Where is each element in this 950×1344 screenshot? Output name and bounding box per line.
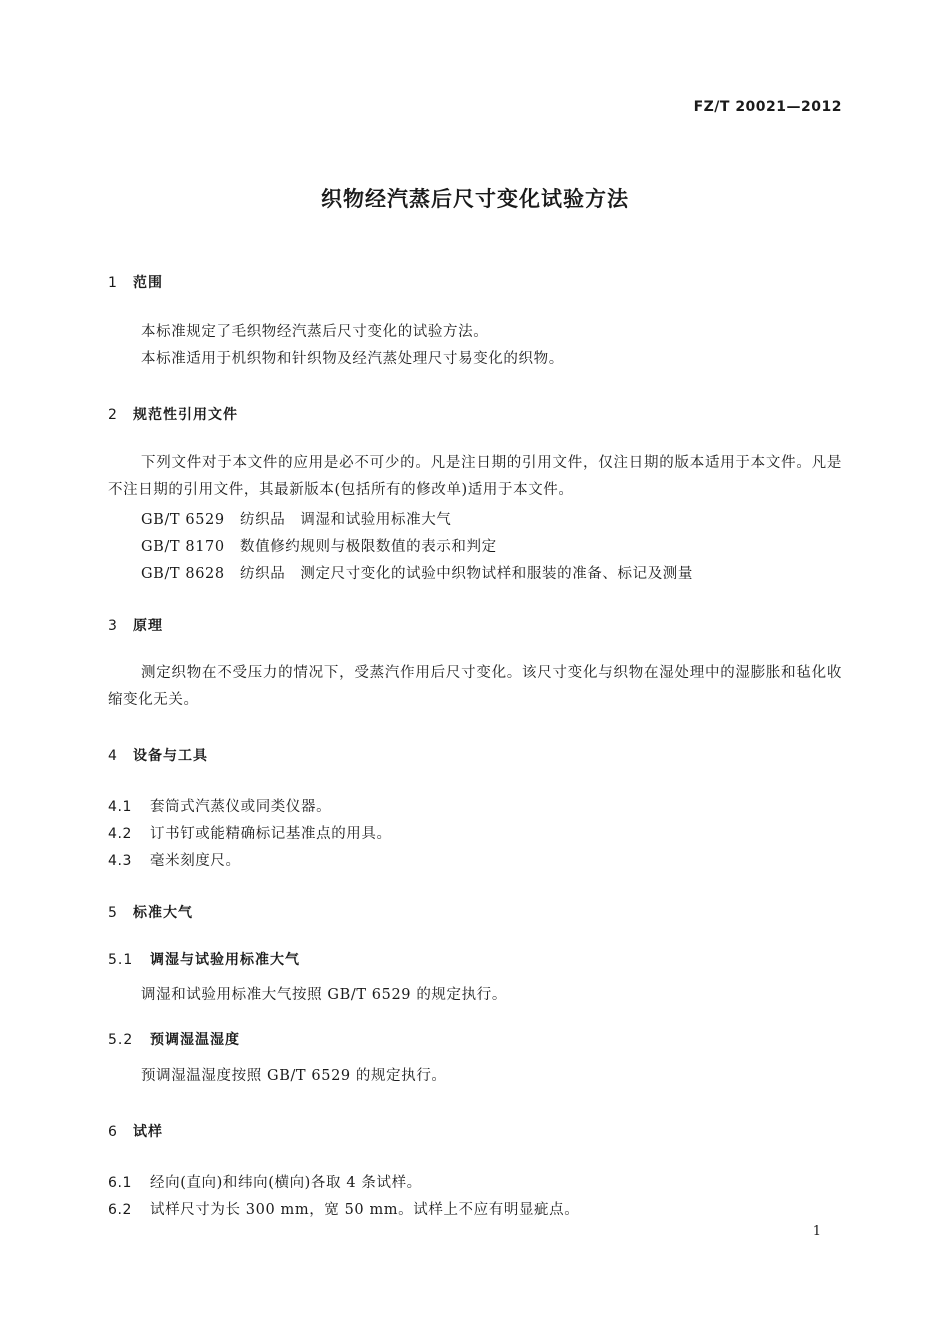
section-1-paragraph-2: 本标准适用于机织物和针织物及经汽蒸处理尺寸易变化的织物。 [141,351,564,367]
section-5-heading [108,902,193,922]
subsection-title: 调湿与试验用标准大气 [150,952,300,968]
section-4-heading [108,745,208,765]
subsection-5-2-heading [108,1029,240,1049]
list-item [108,822,392,843]
reference-item [141,562,693,583]
item-text: 订书钉或能精确标记基准点的用具。 [150,826,392,842]
list-item [108,849,241,870]
section-title: 设备与工具 [133,748,208,764]
item-number: 4.2 [108,826,133,842]
reference-code: GB/T 8628 [141,566,225,582]
subsection-title: 预调湿温湿度 [150,1032,240,1048]
document-title: 织物经汽蒸后尺寸变化试验方法 [321,187,629,211]
section-number: 1 [108,275,118,291]
section-6-heading [108,1121,163,1141]
section-1-heading [108,272,163,292]
reference-code: GB/T 6529 [141,512,225,528]
section-title: 原理 [133,618,163,634]
section-2-heading [108,404,238,424]
item-text: 毫米刻度尺。 [150,853,241,869]
item-number: 4.1 [108,799,133,815]
section-title: 标准大气 [133,905,193,921]
list-item [108,1198,579,1219]
reference-title: 数值修约规则与极限数值的表示和判定 [240,539,497,555]
section-number: 6 [108,1124,118,1140]
subsection-number: 5.1 [108,952,134,968]
reference-item [141,508,451,529]
standard-number: FZ/T 20021—2012 [693,99,842,115]
section-number: 3 [108,618,118,634]
subsection-5-2-text: 预调湿温湿度按照 GB/T 6529 的规定执行。 [141,1068,447,1084]
item-number: 4.3 [108,853,133,869]
section-1-paragraph-1: 本标准规定了毛织物经汽蒸后尺寸变化的试验方法。 [141,324,489,340]
page-number: 1 [812,1224,821,1239]
section-title: 试样 [133,1124,163,1140]
subsection-5-1-heading [108,949,300,969]
item-number: 6.1 [108,1175,133,1191]
reference-code: GB/T 8170 [141,539,225,555]
section-3-paragraph: 测定织物在不受压力的情况下，受蒸汽作用后尺寸变化。该尺寸变化与织物在湿处理中的湿膨胀和毡化收缩变化无关。 [108,665,842,708]
item-text: 经向(直向)和纬向(横向)各取 4 条试样。 [150,1175,422,1191]
section-title: 范围 [133,275,163,291]
list-item [108,1171,422,1192]
section-title: 规范性引用文件 [133,407,238,423]
reference-title: 纺织品 调湿和试验用标准大气 [240,512,452,528]
section-number: 5 [108,905,118,921]
reference-title: 纺织品 测定尺寸变化的试验中织物试样和服装的准备、标记及测量 [240,566,693,582]
subsection-number: 5.2 [108,1032,134,1048]
item-text: 试样尺寸为长 300 mm，宽 50 mm。试样上不应有明显疵点。 [150,1202,580,1218]
reference-item [141,535,497,556]
section-3-heading [108,615,163,635]
section-2-paragraph: 下列文件对于本文件的应用是必不可少的。凡是注日期的引用文件，仅注日期的版本适用于本文件。凡是不注日期的引用文件，其最新版本(包括所有的修改单)适用于本文件。 [108,455,842,498]
list-item [108,795,331,816]
section-number: 4 [108,748,118,764]
item-number: 6.2 [108,1202,133,1218]
subsection-5-1-text: 调湿和试验用标准大气按照 GB/T 6529 的规定执行。 [141,987,507,1003]
section-number: 2 [108,407,118,423]
item-text: 套筒式汽蒸仪或同类仪器。 [150,799,332,815]
